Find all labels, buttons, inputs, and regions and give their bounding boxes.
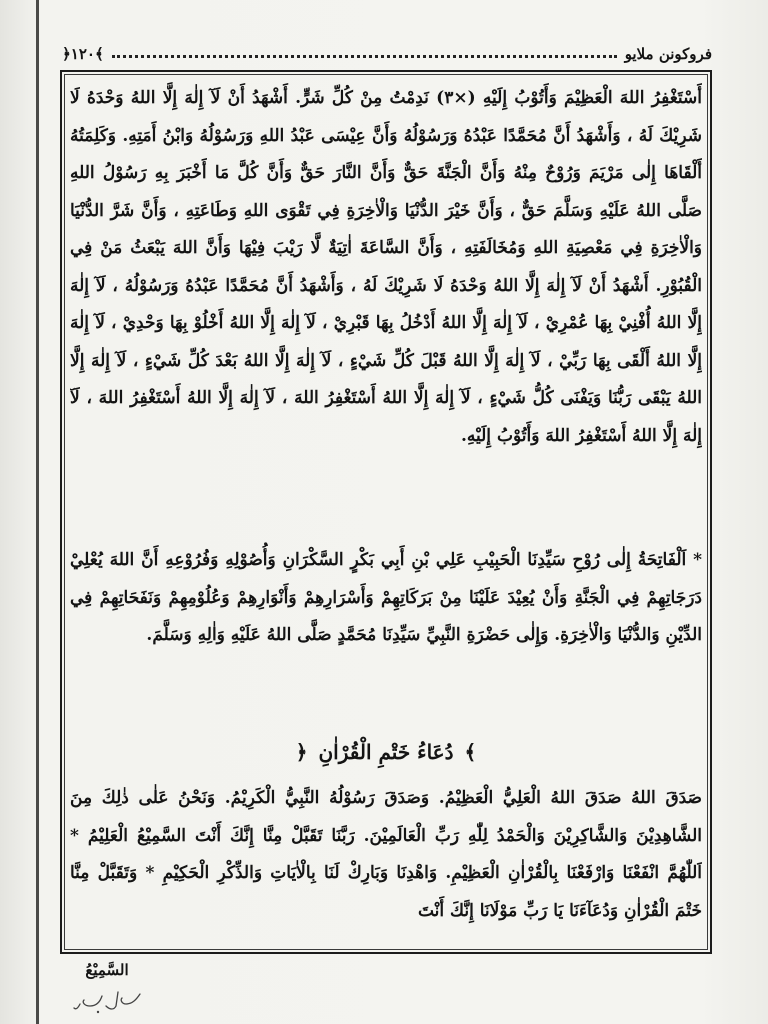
book-title: فروكونن ملايو <box>624 45 712 63</box>
istighfar-paragraph: أَسْتَغْفِرُ اللهَ الْعَظِيْمَ وَأَتُوْبُ إِلَيْهِ (×٣) نَدِمْتُ مِنْ كُلِّ شَرٍّ. أَشْهَدُ أَنْ لَآ إِلٰهَ إِلَّا اللهُ وَحْدَهُ لَا شَرِيْكَ لَهُ ، وَأَشْهَدُ أَنَّ مُحَمَّدًا عَبْدُهُ وَرَسُوْلُهُ وَأَنَّ عِيْسَى عَبْدُ اللهِ وَرَسُوْلُهُ وَابْنُ أَمَتِهِ. وَكَلِمَتُهُ أَلْقَاهَا إِلٰى مَرْيَمَ وَرُوْحٌ مِنْهُ وَأَنَّ الْجَنَّةَ حَقٌّ وَأَنَّ النَّارَ حَقٌّ وَأَنَّ كُلَّ مَا أَخْبَرَ بِهِ رَسُوْلُ اللهِ صَلَّى اللهُ عَلَيْهِ وَسَلَّمَ حَقٌّ ، وَأَنَّ خَيْرَ الدُّنْيَا وَالْاٰخِرَةِ فِي تَقْوَى اللهِ وَطَاعَتِهِ ، وَأَنَّ شَرَّ الدُّنْيَا وَالْاٰخِرَةِ فِي مَعْصِيَةِ اللهِ وَمُخَالَفَتِهِ ، وَأَنَّ السَّاعَةَ اٰتِيَةٌ لَّا رَيْبَ فِيْهَا وَأَنَّ اللهَ يَبْعَثُ مَنْ فِي الْقُبُوْرِ. أَشْهَدُ أَنْ لَآ إِلٰهَ إِلَّا اللهُ وَحْدَهُ لَا شَرِيْكَ لَهُ ، وَأَشْهَدُ أَنَّ مُحَمَّدًا عَبْدُهُ وَرَسُوْلُهُ ، لَآ إِلٰهَ إِلَّا اللهُ أُفْنِيْ بِهَا عُمْرِيْ ، لَآ إِلٰهَ إِلَّا اللهُ أَدْخُلُ بِهَا قَبْرِيْ ، لَآ إِلٰهَ إِلَّا اللهُ أَخْلُوْ بِهَا وَحْدِيْ ، لَآ إِلٰهَ إِلَّا اللهُ أَلْقَى بِهَا رَبِّيْ ، لَآ إِلٰهَ إِلَّا اللهُ قَبْلَ كُلِّ شَيْءٍ ، لَآ إِلٰهَ إِلَّا اللهُ بَعْدَ كُلِّ شَيْءٍ ، لَآ إِلٰهَ إِلَّا اللهُ يَبْقَى رَبُّنَا وَيَفْنَى كُلُّ شَيْءٍ ، لَآ إِلٰهَ إِلَّا اللهُ أَسْتَغْفِرُ اللهَ ، لَآ إِلٰهَ إِلَّا اللهُ أَسْتَغْفِرُ اللهَ ، لَآ إِلٰهَ إِلَّا اللهُ أَسْتَغْفِرُ اللهَ وَأَتُوْبُ إِلَيْهِ. <box>70 88 702 446</box>
page-number: ﴿١٢٠﴾ <box>62 45 104 63</box>
section-title: دُعَاءُ خَتْمِ الْقُرْاٰنِ <box>318 740 454 764</box>
header-dotted-leader <box>112 55 617 58</box>
heading-ornament-left: ﴿ <box>295 740 308 764</box>
catchword: السَّمِيْعُ <box>85 961 129 979</box>
page-body <box>70 80 702 950</box>
fatiha-dedication-paragraph: * اَلْفَاتِحَةُ إِلٰى رُوْحِ سَيِّدِنَا الْحَبِيْبِ عَلِي بْنِ أَبِي بَكْرٍ السَّكْرَانِ وَأُصُوْلِهِ وَفُرُوْعِهِ أَنَّ اللهَ يُعْلِيْ دَرَجَاتِهِمْ فِي الْجَنَّةِ وَأَنْ يُعِيْدَ عَلَيْنَا مِنْ بَرَكَاتِهِمْ وَأَسْرَارِهِمْ وَأَنْوَارِهِمْ وَعُلُوْمِهِمْ وَنَفَحَاتِهِمْ فِي الدِّيْنِ وَالدُّنْيَا وَالْاٰخِرَةِ. وَإِلٰى حَضْرَةِ النَّبِيِّ سَيِّدِنَا مُحَمَّدٍ صَلَّى اللهُ عَلَيْهِ وَاٰلِهِ وَسَلَّمَ. <box>70 550 702 645</box>
running-header <box>62 42 712 66</box>
khatm-dua-paragraph: صَدَقَ اللهُ صَدَقَ اللهُ الْعَلِيُّ الْعَظِيْمُ. وَصَدَقَ رَسُوْلُهُ النَّبِيُّ الْكَرِيْمُ. وَنَحْنُ عَلٰى ذٰلِكَ مِنَ الشَّاهِدِيْنَ وَالشَّاكِرِيْنَ وَالْحَمْدُ لِلّٰهِ رَبِّ الْعَالَمِيْنَ. رَبَّنَا تَقَبَّلْ مِنَّا إِنَّكَ أَنْتَ السَّمِيْعُ الْعَلِيْمُ * اَللّٰهُمَّ انْفَعْنَا وَارْفَعْنَا بِالْقُرْاٰنِ الْعَظِيْمِ. وَاهْدِنَا وَبَارِكْ لَنَا بِالْاٰيَاتِ وَالذِّكْرِ الْحَكِيْمِ * وَتَقَبَّلْ مِنَّا خَتْمَ الْقُرْاٰنِ وَدُعَآءَنَا يَا رَبِّ مَوْلَانَا إِنَّكَ أَنْتَ <box>70 788 702 921</box>
page-spine-edge <box>36 0 39 1024</box>
heading-ornament-right: ﴾ <box>464 740 477 764</box>
section-heading <box>70 724 702 780</box>
handwritten-note <box>70 986 150 1018</box>
